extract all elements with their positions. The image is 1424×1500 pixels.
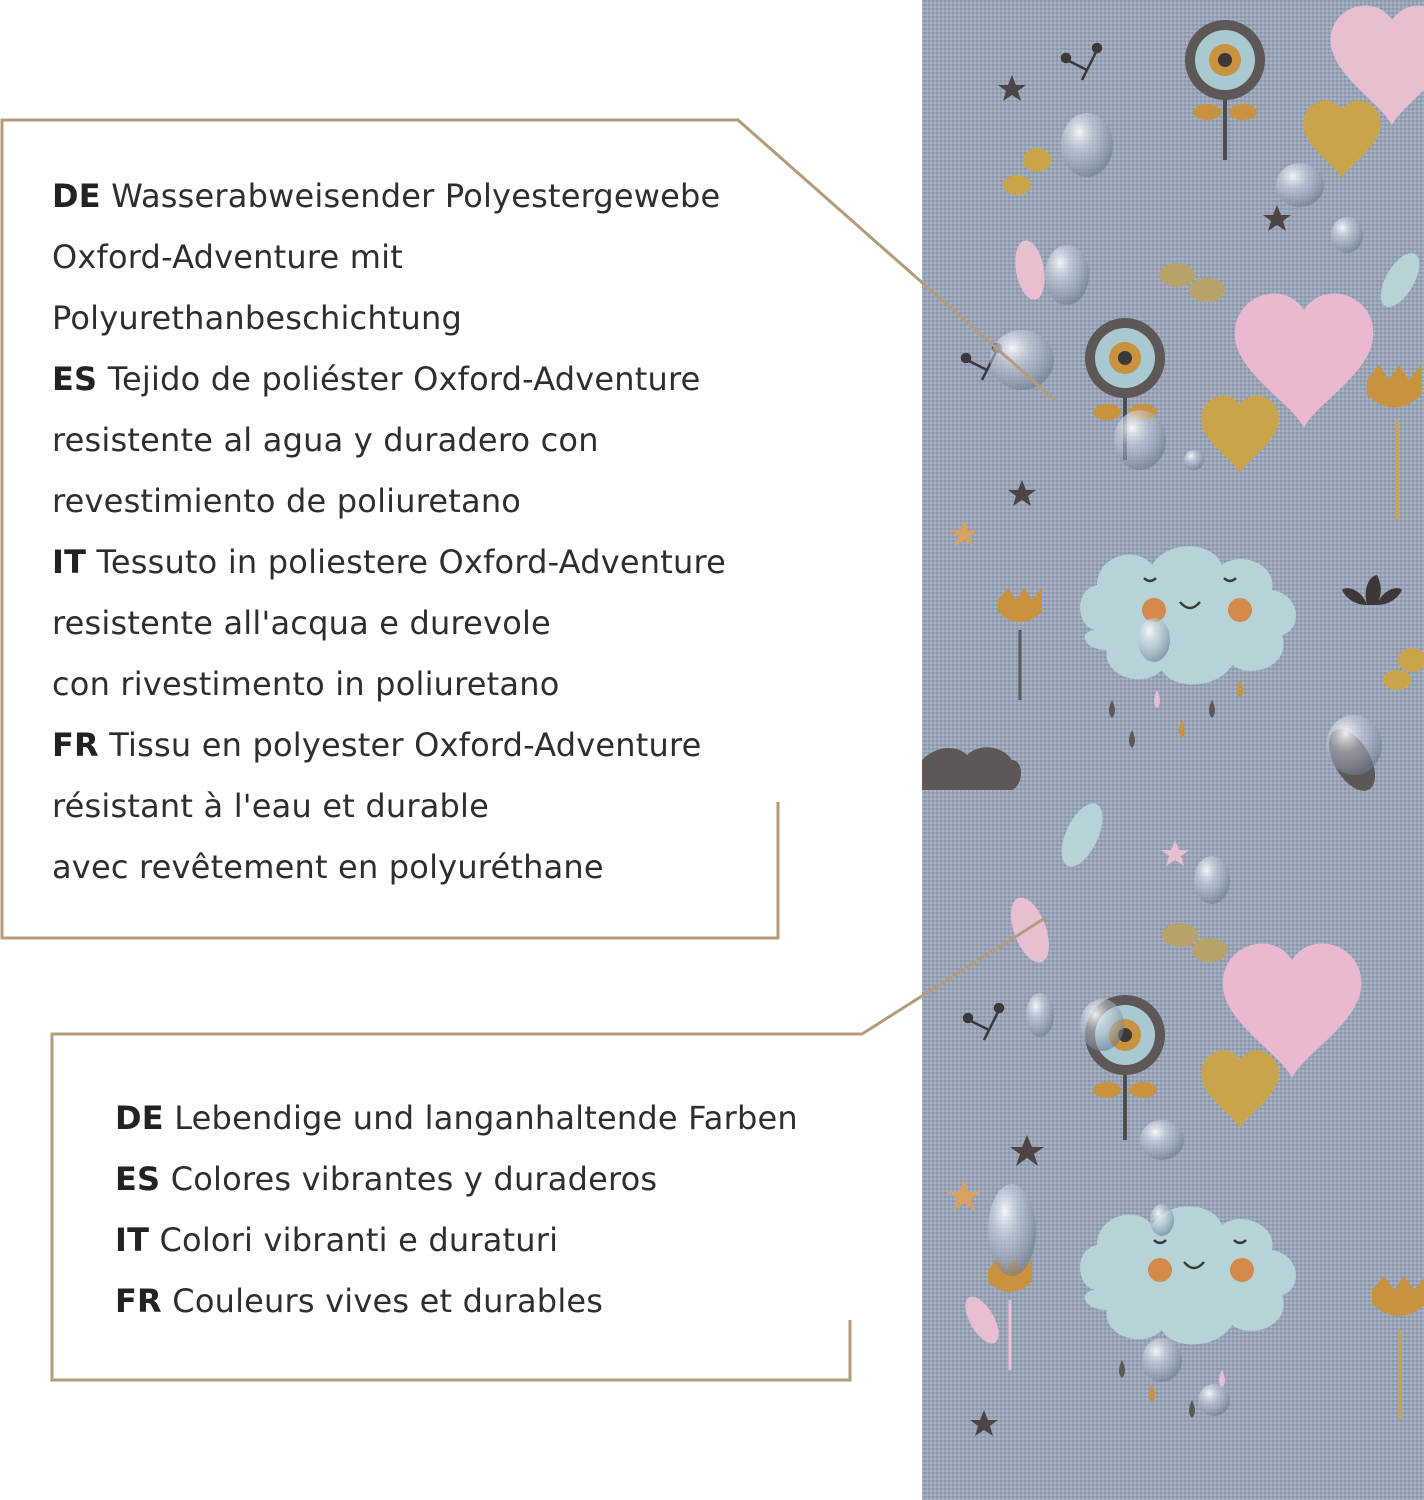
leaf-icon bbox=[1053, 797, 1111, 872]
description-line bbox=[52, 410, 726, 471]
description-text: resistente al agua y duradero con bbox=[52, 421, 599, 459]
language-code: FR bbox=[115, 1282, 162, 1320]
butterfly-icon bbox=[1159, 263, 1225, 302]
description-line bbox=[52, 776, 726, 837]
dark-flower-icon bbox=[1342, 575, 1402, 605]
description-line bbox=[115, 1210, 798, 1271]
description-text: Polyurethanbeschichtung bbox=[52, 299, 463, 337]
description-line bbox=[52, 593, 726, 654]
smiling-cloud-icon bbox=[1080, 1206, 1296, 1344]
language-code: DE bbox=[115, 1099, 164, 1137]
description-line bbox=[52, 715, 726, 776]
language-code: IT bbox=[52, 543, 87, 581]
description-text: Oxford-Adventure mit bbox=[52, 238, 404, 276]
description-text: avec revêtement en polyuréthane bbox=[52, 848, 604, 886]
leaf-icon bbox=[1003, 893, 1056, 968]
description-text: revestimiento de poliuretano bbox=[52, 482, 522, 520]
description-line bbox=[52, 837, 726, 898]
description-line bbox=[115, 1088, 798, 1149]
description-line bbox=[115, 1271, 798, 1332]
fabric-swatch-image bbox=[922, 0, 1424, 1500]
gold-heart-icon bbox=[1201, 396, 1278, 473]
colors-description-block bbox=[115, 1088, 798, 1332]
description-line bbox=[52, 288, 726, 349]
language-code: FR bbox=[52, 726, 99, 764]
smiling-cloud-icon bbox=[1080, 546, 1296, 684]
description-text: con rivestimento in poliuretano bbox=[52, 665, 560, 703]
language-code: IT bbox=[115, 1221, 150, 1259]
description-text: Tejido de poliéster Oxford-Adventure bbox=[107, 360, 701, 398]
tulip-icon bbox=[998, 588, 1042, 700]
description-line bbox=[115, 1149, 798, 1210]
star-icon bbox=[1161, 840, 1189, 866]
description-line bbox=[52, 532, 726, 593]
description-line bbox=[52, 166, 726, 227]
description-line bbox=[52, 349, 726, 410]
description-text: Tissu en polyester Oxford-Adventure bbox=[109, 726, 702, 764]
language-code: ES bbox=[115, 1160, 161, 1198]
description-text: résistant à l'eau et durable bbox=[52, 787, 490, 825]
gold-heart-icon bbox=[1303, 101, 1380, 178]
language-code: DE bbox=[52, 177, 101, 215]
description-text: Couleurs vives et durables bbox=[172, 1282, 604, 1320]
material-description-block bbox=[52, 166, 726, 898]
tulip-icon bbox=[1367, 365, 1421, 520]
tulip-icon bbox=[1372, 1276, 1424, 1420]
language-code: ES bbox=[52, 360, 98, 398]
star-icon bbox=[947, 520, 981, 1211]
flower-icon bbox=[1185, 20, 1265, 160]
leaf-icon bbox=[1373, 247, 1424, 313]
butterfly-icon bbox=[1383, 648, 1424, 690]
description-text: Colores vibrantes y duraderos bbox=[170, 1160, 658, 1198]
twig-icon bbox=[962, 44, 1101, 1040]
description-text: Wasserabweisender Polyestergewebe bbox=[111, 177, 721, 215]
description-line bbox=[52, 227, 726, 288]
description-line bbox=[52, 654, 726, 715]
dark-cloud-icon bbox=[922, 747, 1021, 790]
description-text: Tessuto in poliestere Oxford-Adventure bbox=[96, 543, 726, 581]
description-text: Colori vibranti e duraturi bbox=[159, 1221, 559, 1259]
description-line bbox=[52, 471, 726, 532]
leaf-icon bbox=[959, 1291, 1006, 1348]
butterfly-icon bbox=[1003, 148, 1051, 195]
fabric-pattern bbox=[922, 0, 1424, 1500]
description-text: Lebendige und langanhaltende Farben bbox=[174, 1099, 798, 1137]
butterfly-icon bbox=[1162, 923, 1228, 962]
description-text: resistente all'acqua e durevole bbox=[52, 604, 551, 642]
leaf-icon bbox=[1011, 238, 1049, 302]
gold-heart-icon bbox=[1201, 1051, 1278, 1128]
